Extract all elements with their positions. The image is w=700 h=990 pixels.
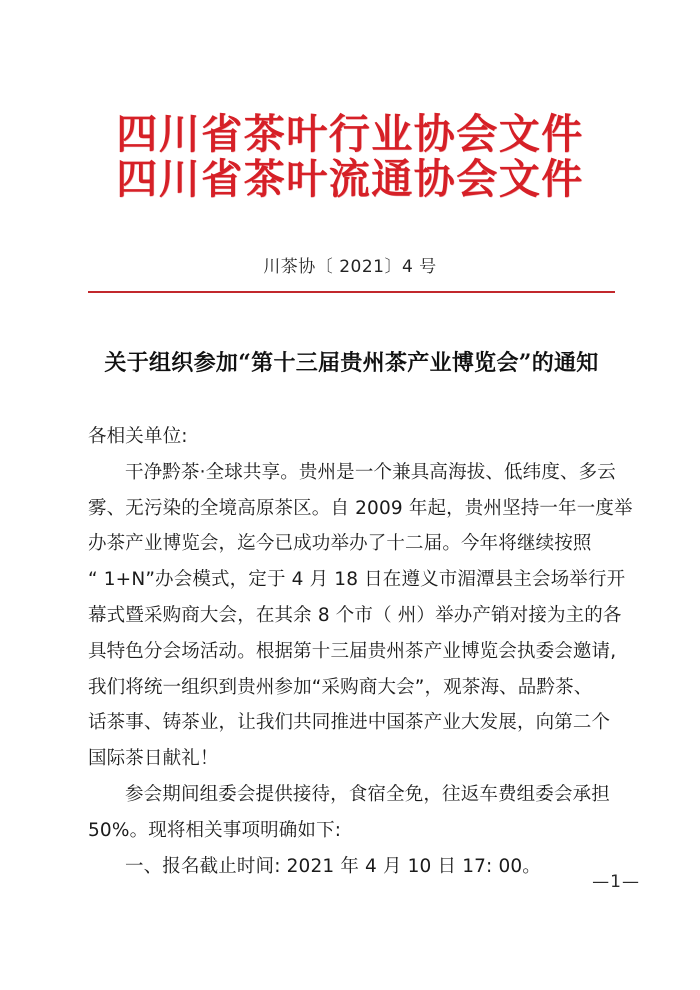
document-body bbox=[88, 419, 633, 884]
letterhead-line-1: 四川省茶叶行业协会文件 bbox=[116, 110, 584, 158]
page-number: —1— bbox=[592, 872, 640, 892]
body-line: 国际茶日献礼！ bbox=[88, 748, 219, 770]
body-line: 雾、无污染的全境高原茶区。自 2009 年起，贵州坚持一年一度举 bbox=[88, 497, 633, 519]
notice-title: 关于组织参加“第十三届贵州茶产业博览会”的通知 bbox=[104, 350, 599, 376]
letterhead-line-2: 四川省茶叶流通协会文件 bbox=[116, 155, 584, 203]
body-line: 50%。现将相关事项明确如下: bbox=[88, 819, 342, 841]
letterhead bbox=[0, 112, 700, 202]
body-line: 办茶产业博览会，迄今已成功举办了十二届。今年将继续按照 bbox=[88, 533, 592, 555]
list-item-one: 一、报名截止时间: 2021 年 4 月 10 日 17: 00。 bbox=[125, 855, 541, 877]
body-line: 我们将统一组织到贵州参加“采购商大会”，观茶海、品黔茶、 bbox=[88, 676, 593, 698]
salutation: 各相关单位: bbox=[88, 426, 188, 447]
document-serial-number: 川茶协〔 2021〕4 号 bbox=[263, 257, 437, 277]
body-line: 干净黔茶·全球共享。贵州是一个兼具高海拔、低纬度、多云 bbox=[125, 461, 616, 483]
body-line: 参会期间组委会提供接待，食宿全免，往返车费组委会承担 bbox=[125, 783, 610, 805]
red-separator-rule bbox=[88, 291, 615, 293]
body-line: 幕式暨采购商大会，在其余 8 个市（ 州）举办产销对接为主的各 bbox=[88, 604, 622, 626]
body-line: “ 1+N”办会模式，定于 4 月 18 日在遵义市湄潭县主会场举行开 bbox=[88, 569, 626, 591]
body-line: 具特色分会场活动。根据第十三届贵州茶产业博览会执委会邀请, bbox=[88, 640, 617, 662]
body-line: 话茶事、铸茶业，让我们共同推进中国茶产业大发展，向第二个 bbox=[88, 712, 611, 734]
